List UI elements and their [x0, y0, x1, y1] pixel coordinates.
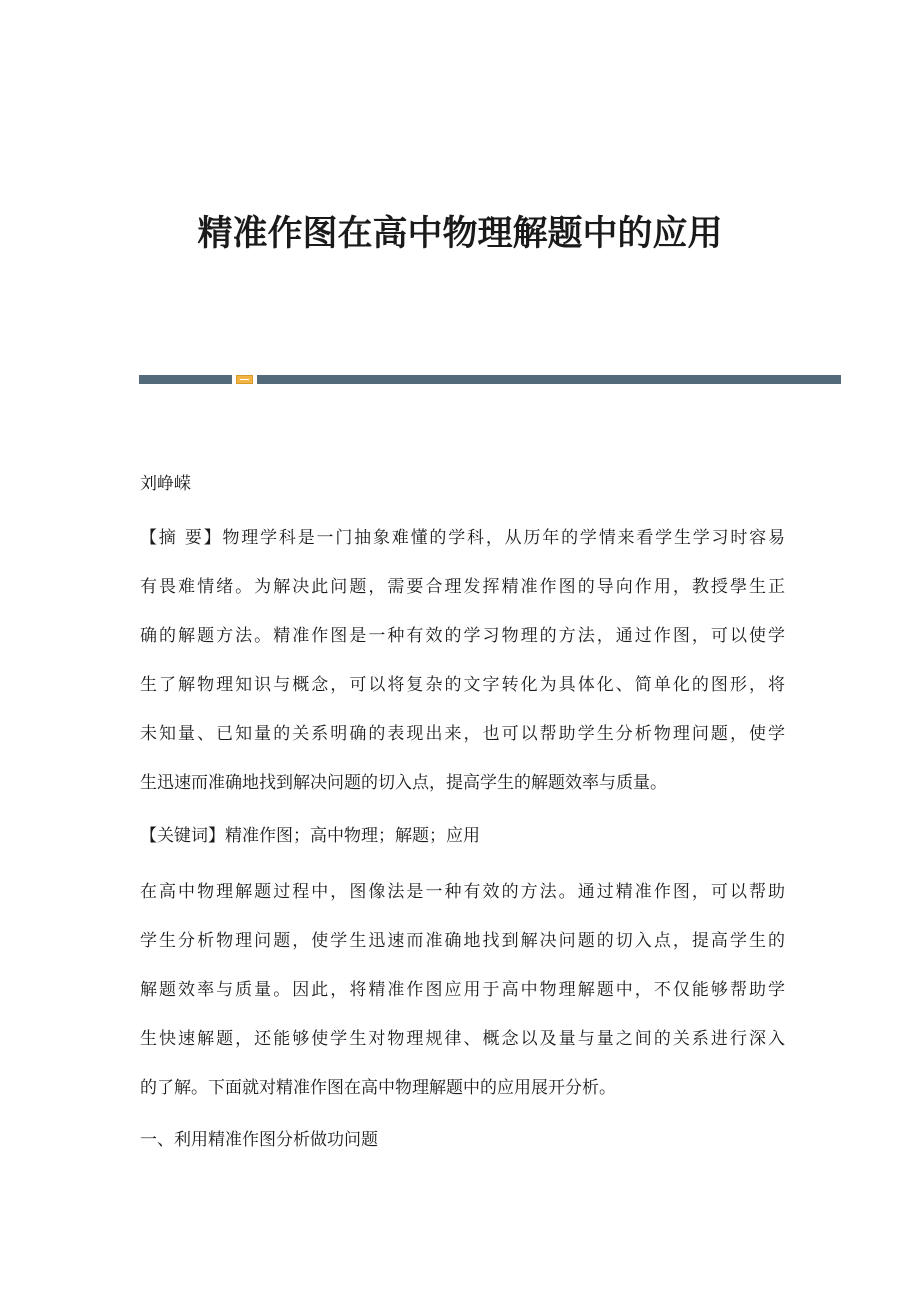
- title-divider: [139, 375, 841, 384]
- body-line: 解题效率与质量。因此，将精准作图应用于高中物理解题中，不仅能够帮助学: [140, 980, 785, 1000]
- body-line: 在高中物理解题过程中，图像法是一种有效的方法。通过精准作图，可以帮助: [140, 882, 785, 902]
- abstract-line: 确的解题方法。精准作图是一种有效的学习物理的方法，通过作图，可以使学: [140, 626, 785, 646]
- section-heading: [140, 1116, 785, 1165]
- body-line: 学生分析物理问题，使学生迅速而准确地找到解决问题的切入点，提高学生的: [140, 931, 785, 951]
- divider-bar-left: [139, 375, 232, 384]
- abstract-paragraph: [140, 514, 785, 808]
- body-line: 的了解。下面就对精准作图在高中物理解题中的应用展开分析。: [140, 1078, 616, 1098]
- body-paragraph: [140, 868, 785, 1113]
- abstract-line: 生了解物理知识与概念，可以将复杂的文字转化为具体化、简单化的图形，将: [140, 675, 785, 695]
- divider-ornament-icon: [236, 375, 253, 384]
- document-title: 精准作图在高中物理解题中的应用: [197, 213, 723, 254]
- divider-bar-right: [257, 375, 841, 384]
- abstract-line: 生迅速而准确地找到解决问题的切入点，提高学生的解题效率与质量。: [140, 773, 667, 793]
- keywords-text: 【关键词】精准作图；高中物理；解题；应用: [140, 826, 480, 846]
- keywords-line: [140, 812, 785, 861]
- author-name: 刘峥嵘: [140, 474, 191, 494]
- section-heading-text: 一、利用精准作图分析做功问题: [140, 1130, 378, 1150]
- body-line: 生快速解题，还能够使学生对物理规律、概念以及量与量之间的关系进行深入: [140, 1029, 785, 1049]
- abstract-line: 未知量、已知量的关系明确的表现出来，也可以帮助学生分析物理问题，使学: [140, 724, 785, 744]
- abstract-line: 【摘 要】物理学科是一门抽象难懂的学科，从历年的学情来看学生学习时容易: [140, 528, 785, 548]
- abstract-line: 有畏难情绪。为解决此问题，需要合理发挥精准作图的导向作用，教授學生正: [140, 577, 785, 597]
